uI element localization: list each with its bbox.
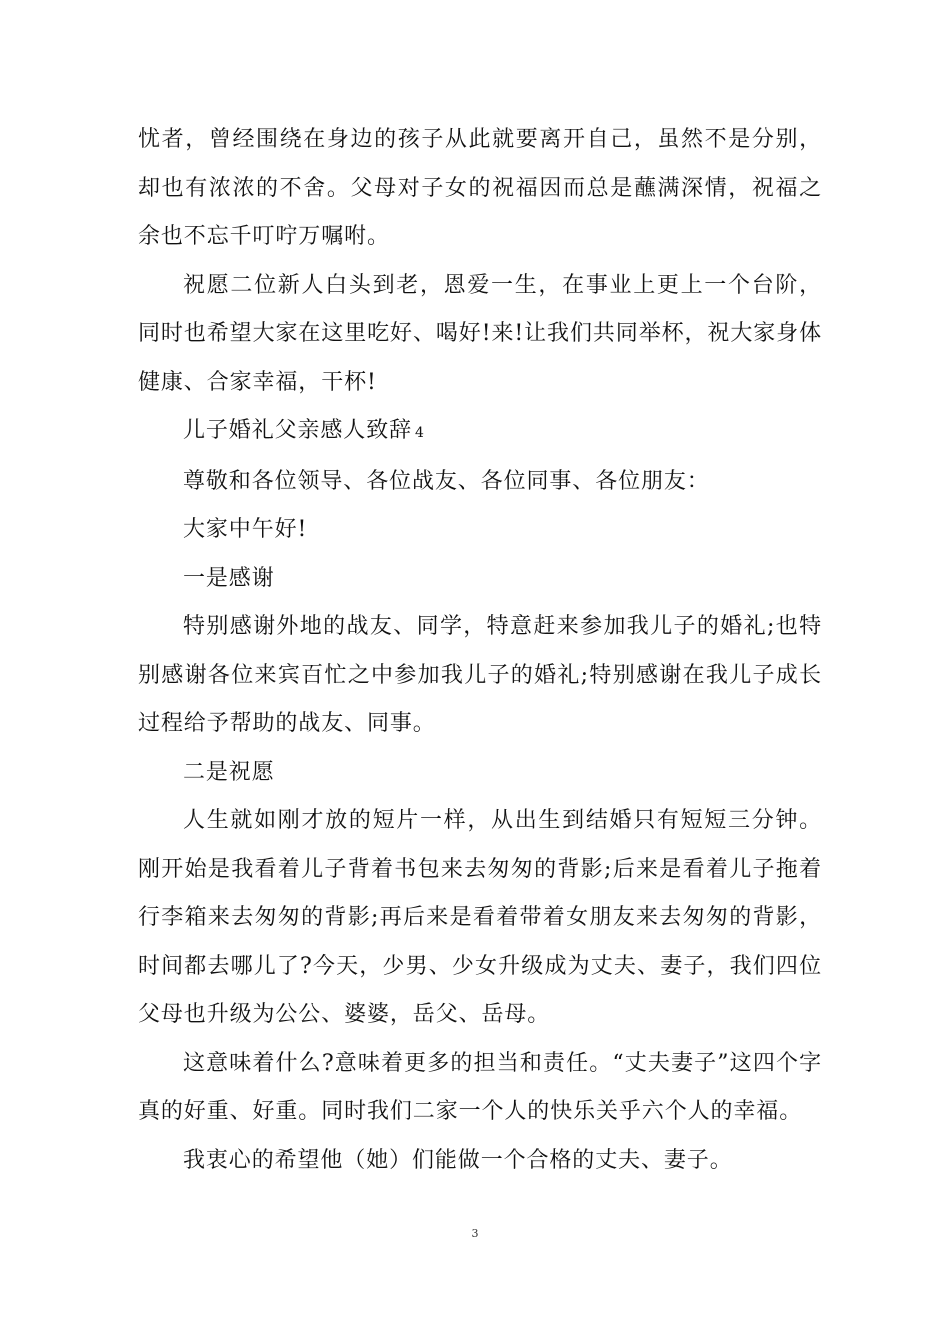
section-heading-text: 儿子婚礼父亲感人致辞 [183,418,413,443]
subheading: 一是感谢 [183,565,275,591]
subheading: 二是祝愿 [183,759,275,785]
section-heading [138,407,822,458]
paragraph: 大家中午好! [183,517,308,542]
paragraph: 这意味着什么?意味着更多的担当和责任。“丈夫妻子”这四个字真的好重、好重。同时我们二家一个人的快乐关乎六个人的幸福。 [138,1050,822,1124]
paragraph: 人生就如刚才放的短片一样，从出生到结婚只有短短三分钟。刚开始是我看着儿子背着书包来去匆匆的背影;后来是看着儿子拖着行李箱来去匆匆的背影;再后来是看着带着女朋友来去匆匆的背影，时间都去哪儿了?今天，少男、少女升级成为丈夫、妻子，我们四位父母也升级为公公、婆婆，岳父、岳母。 [138,808,822,1027]
paragraph: 我衷心的希望他（她）们能做一个合格的丈夫、妻子。 [183,1147,733,1173]
document-body [138,116,822,1185]
paragraph: 特别感谢外地的战友、同学，特意赶来参加我儿子的婚礼;也特别感谢各位来宾百忙之中参加我儿子的婚礼;特别感谢在我儿子成长过程给予帮助的战友、同事。 [138,614,822,736]
paragraph: 忧者，曾经围绕在身边的孩子从此就要离开自己，虽然不是分别，却也有浓浓的不舍。父母对子女的祝福因而总是蘸满深情，祝福之余也不忘千叮咛万嘱咐。 [138,127,822,249]
paragraph: 祝愿二位新人白头到老，恩爱一生，在事业上更上一个台阶，同时也希望大家在这里吃好、喝好!来!让我们共同举杯，祝大家身体健康、合家幸福，干杯! [138,272,822,395]
page-number: 3 [471,1227,479,1240]
section-heading-number: 4 [415,425,424,441]
paragraph: 尊敬和各位领导、各位战友、各位同事、各位朋友： [183,468,710,494]
